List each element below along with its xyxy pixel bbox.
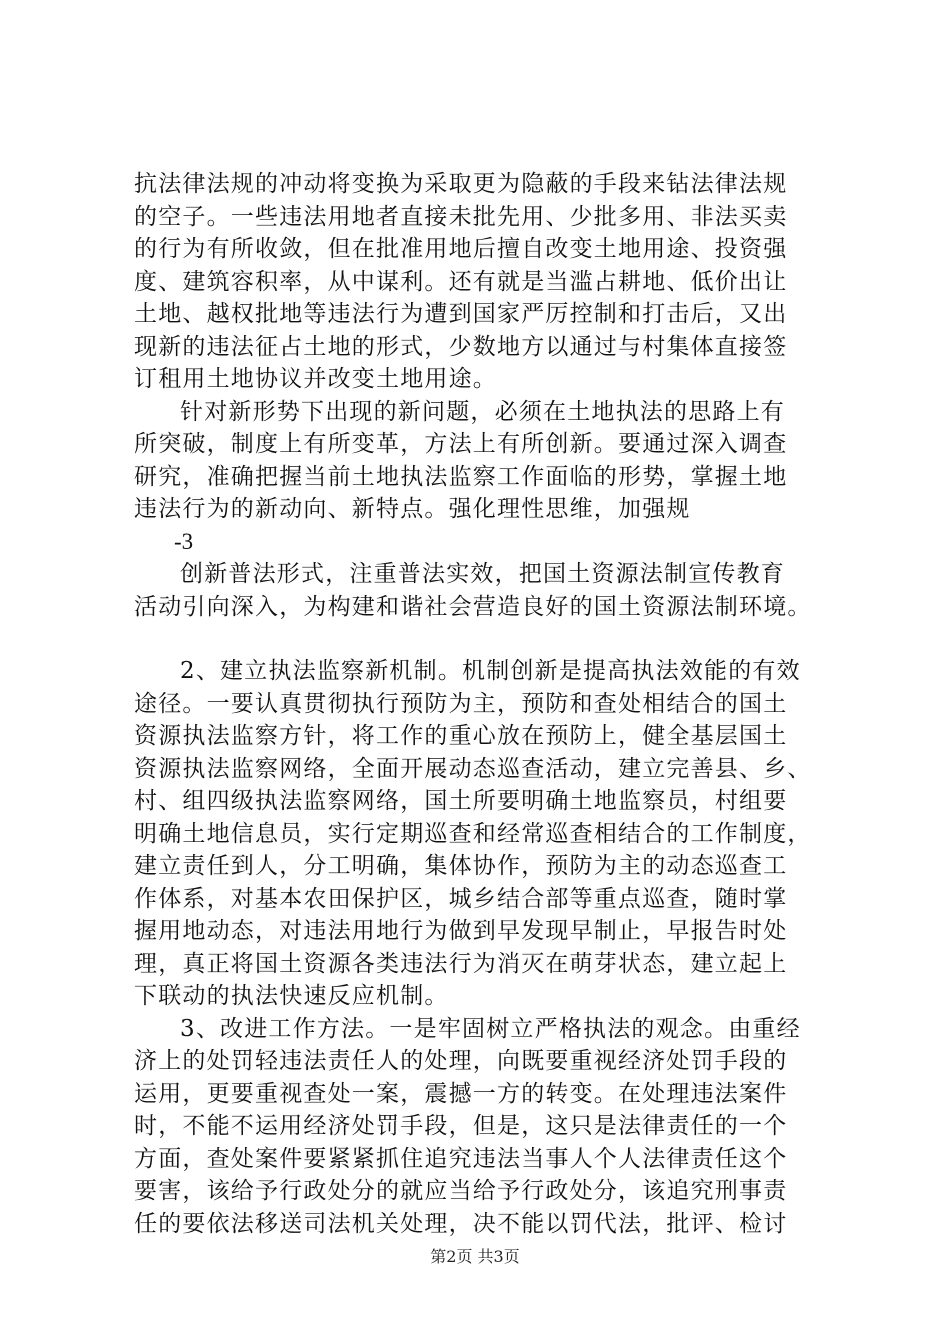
text-line: 下联动的执法快速反应机制。: [134, 983, 449, 1009]
text-line: 理，真正将国土资源各类违法行为消灭在萌芽状态，建立起上: [134, 950, 788, 977]
paragraph-4: [134, 655, 854, 1013]
blank-spacer: [134, 623, 854, 655]
page-number-label: 第2页 共3页: [430, 1247, 520, 1266]
text-line: 活动引向深入，为构建和谐社会营造良好的国土资源法制环境。: [134, 593, 812, 620]
paragraph-3: [134, 558, 854, 623]
text-line: 订租用土地协议并改变土地用途。: [134, 366, 497, 392]
text-line: 的空子。一些违法用地者直接未批先用、少批多用、非法买卖: [134, 203, 788, 230]
text-line: 抗法律法规的冲动将变换为采取更为隐蔽的手段来钻法律法规: [134, 171, 788, 197]
page-marker: -3: [174, 528, 194, 554]
text-line: 的行为有所收敛，但在批准用地后擅自改变土地用途、投资强: [134, 236, 788, 262]
text-line: 所突破，制度上有所变革，方法上有所创新。要通过深入调查: [134, 431, 788, 457]
text-line: 明确土地信息员，实行定期巡查和经常巡查相结合的工作制度，: [134, 820, 812, 847]
text-line: 2、建立执法监察新机制。机制创新是提高执法效能的有效: [180, 658, 801, 684]
text-line: 要害，该给予行政处分的就应当给予行政处分，该追究刑事责: [134, 1178, 788, 1204]
text-line: 资源执法监察网络，全面开展动态巡查活动，建立完善县、乡、: [134, 755, 812, 782]
paragraph-5: [134, 1013, 854, 1241]
text-line: 济上的处罚轻违法责任人的处理，向既要重视经济处罚手段的: [134, 1048, 788, 1074]
text-line: 土地、越权批地等违法行为遭到国家严厉控制和打击后，又出: [134, 301, 788, 327]
text-line: 3、改进工作方法。一是牢固树立严格执法的观念。由重经: [180, 1015, 801, 1042]
text-line: 途径。一要认真贯彻执行预防为主，预防和查处相结合的国土: [134, 690, 788, 717]
document-body: [134, 168, 854, 1240]
text-line: 作体系，对基本农田保护区，城乡结合部等重点巡查，随时掌: [134, 885, 788, 912]
text-line: 时，不能不运用经济处罚手段，但是，这只是法律责任的一个: [134, 1113, 788, 1139]
text-line: 度、建筑容积率，从中谋利。还有就是当滥占耕地、低价出让: [134, 268, 788, 295]
text-line: 创新普法形式，注重普法实效，把国土资源法制宣传教育: [180, 561, 785, 587]
text-line: 针对新形势下出现的新问题，必须在土地执法的思路上有: [180, 398, 785, 425]
text-line: 村、组四级执法监察网络，国土所要明确土地监察员，村组要: [134, 788, 788, 814]
text-line: 方面，查处案件要紧紧抓住追究违法当事人个人法律责任这个: [134, 1145, 788, 1172]
text-line: 任的要依法移送司法机关处理，决不能以罚代法，批评、检讨: [134, 1210, 788, 1237]
paragraph-1: [134, 168, 854, 396]
paragraph-2: [134, 396, 854, 526]
text-line: 研究，准确把握当前土地执法监察工作面临的形势，掌握土地: [134, 463, 788, 490]
text-line: 建立责任到人，分工明确，集体协作，预防为主的动态巡查工: [134, 853, 788, 879]
text-line: 违法行为的新动向、新特点。强化理性思维，加强规: [134, 496, 691, 522]
text-line: 资源执法监察方针，将工作的重心放在预防上，健全基层国土: [134, 723, 788, 749]
text-line: 现新的违法征占土地的形式，少数地方以通过与村集体直接签: [134, 333, 788, 360]
page-footer: [0, 1244, 950, 1267]
text-line: 运用，更要重视查处一案，震撼一方的转变。在处理违法案件: [134, 1080, 788, 1107]
text-line: 握用地动态，对违法用地行为做到早发现早制止，早报告时处: [134, 918, 788, 944]
